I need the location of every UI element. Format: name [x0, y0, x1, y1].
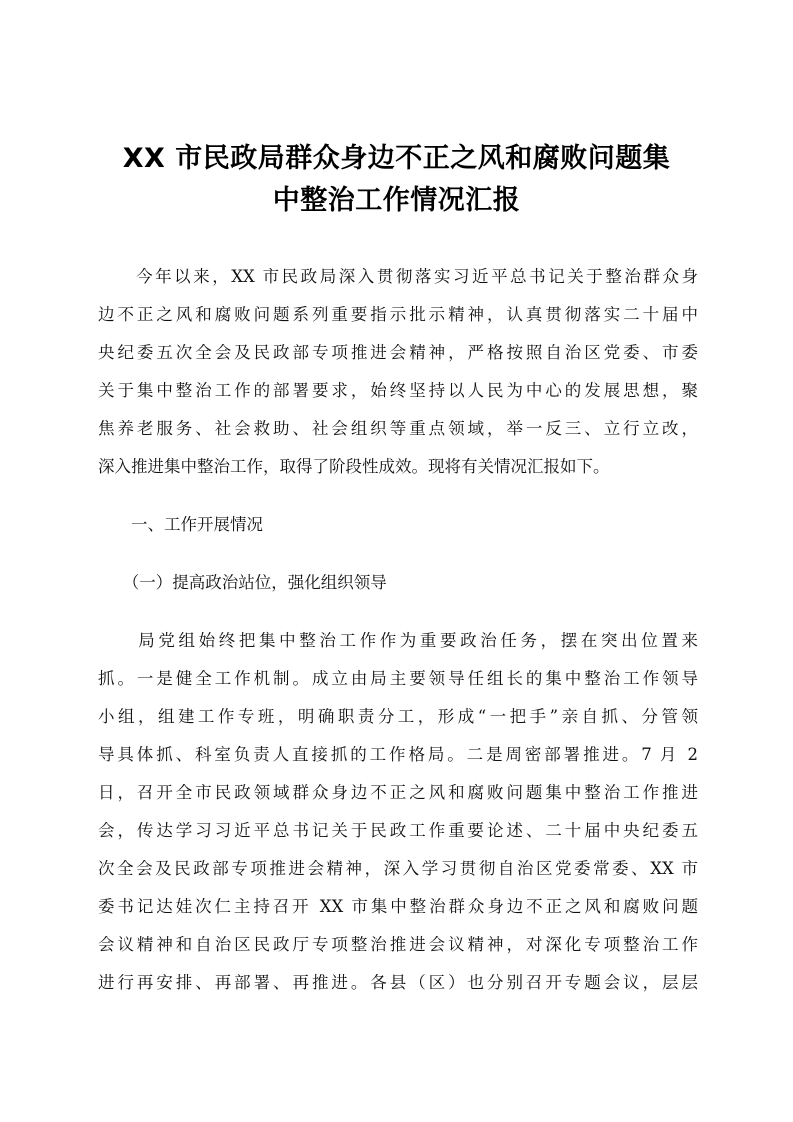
document-body — [98, 258, 698, 1002]
title-line-2: 中整治工作情况汇报 — [272, 185, 521, 216]
title-line-1: XX 市民政局群众身边不正之风和腐败问题集 — [122, 143, 671, 174]
section-heading — [98, 506, 698, 544]
section-heading-text: 一、工作开展情况 — [98, 515, 263, 534]
text-line: 深入推进集中整治工作，取得了阶段性成效。现将有关情况汇报如下。 — [98, 457, 610, 476]
text-line: 次全会及民政部专项推进会精神，深入学习贯彻自治区党委常委、XX 市 — [98, 859, 698, 878]
text-line: 导具体抓、科室负责人直接抓的工作格局。二是周密部署推进。7 月 2 — [98, 745, 698, 764]
subsection-heading-text: （一）提高政治站位，强化组织领导 — [98, 573, 387, 592]
text-line: 委书记达娃次仁主持召开 XX 市集中整治群众身边不正之风和腐败问题 — [98, 897, 698, 916]
subsection-heading — [98, 564, 698, 602]
text-line: 央纪委五次全会及民政部专项推进会精神，严格按照自治区党委、市委 — [98, 343, 698, 362]
intro-paragraph — [98, 258, 698, 486]
text-line: 会议精神和自治区民政厅专项整治推进会议精神，对深化专项整治工作 — [98, 935, 698, 954]
text-line: 今年以来，XX 市民政局深入贯彻落实习近平总书记关于整治群众身 — [98, 267, 698, 286]
paragraph-gap — [98, 486, 698, 506]
paragraph-gap — [98, 544, 698, 564]
body-paragraph — [98, 622, 698, 1002]
text-line: 会，传达学习习近平总书记关于民政工作重要论述、二十届中央纪委五 — [98, 821, 698, 840]
text-line: 关于集中整治工作的部署要求，始终坚持以人民为中心的发展思想，聚 — [98, 381, 698, 400]
text-line: 局党组始终把集中整治工作作为重要政治任务，摆在突出位置来 — [98, 631, 698, 650]
document-title — [95, 138, 698, 222]
text-line: 边不正之风和腐败问题系列重要指示批示精神，认真贯彻落实二十届中 — [98, 305, 698, 324]
text-line: 焦养老服务、社会救助、社会组织等重点领域，举一反三、立行立改， — [98, 419, 698, 438]
text-line: 进行再安排、再部署、再推进。各县（区）也分别召开专题会议，层层 — [98, 973, 698, 992]
paragraph-gap — [98, 602, 698, 622]
text-line: 抓。一是健全工作机制。成立由局主要领导任组长的集中整治工作领导 — [98, 669, 698, 688]
text-line: 小组，组建工作专班，明确职责分工，形成“一把手”亲自抓、分管领 — [98, 707, 698, 726]
text-line: 日，召开全市民政领域群众身边不正之风和腐败问题集中整治工作推进 — [98, 783, 698, 802]
